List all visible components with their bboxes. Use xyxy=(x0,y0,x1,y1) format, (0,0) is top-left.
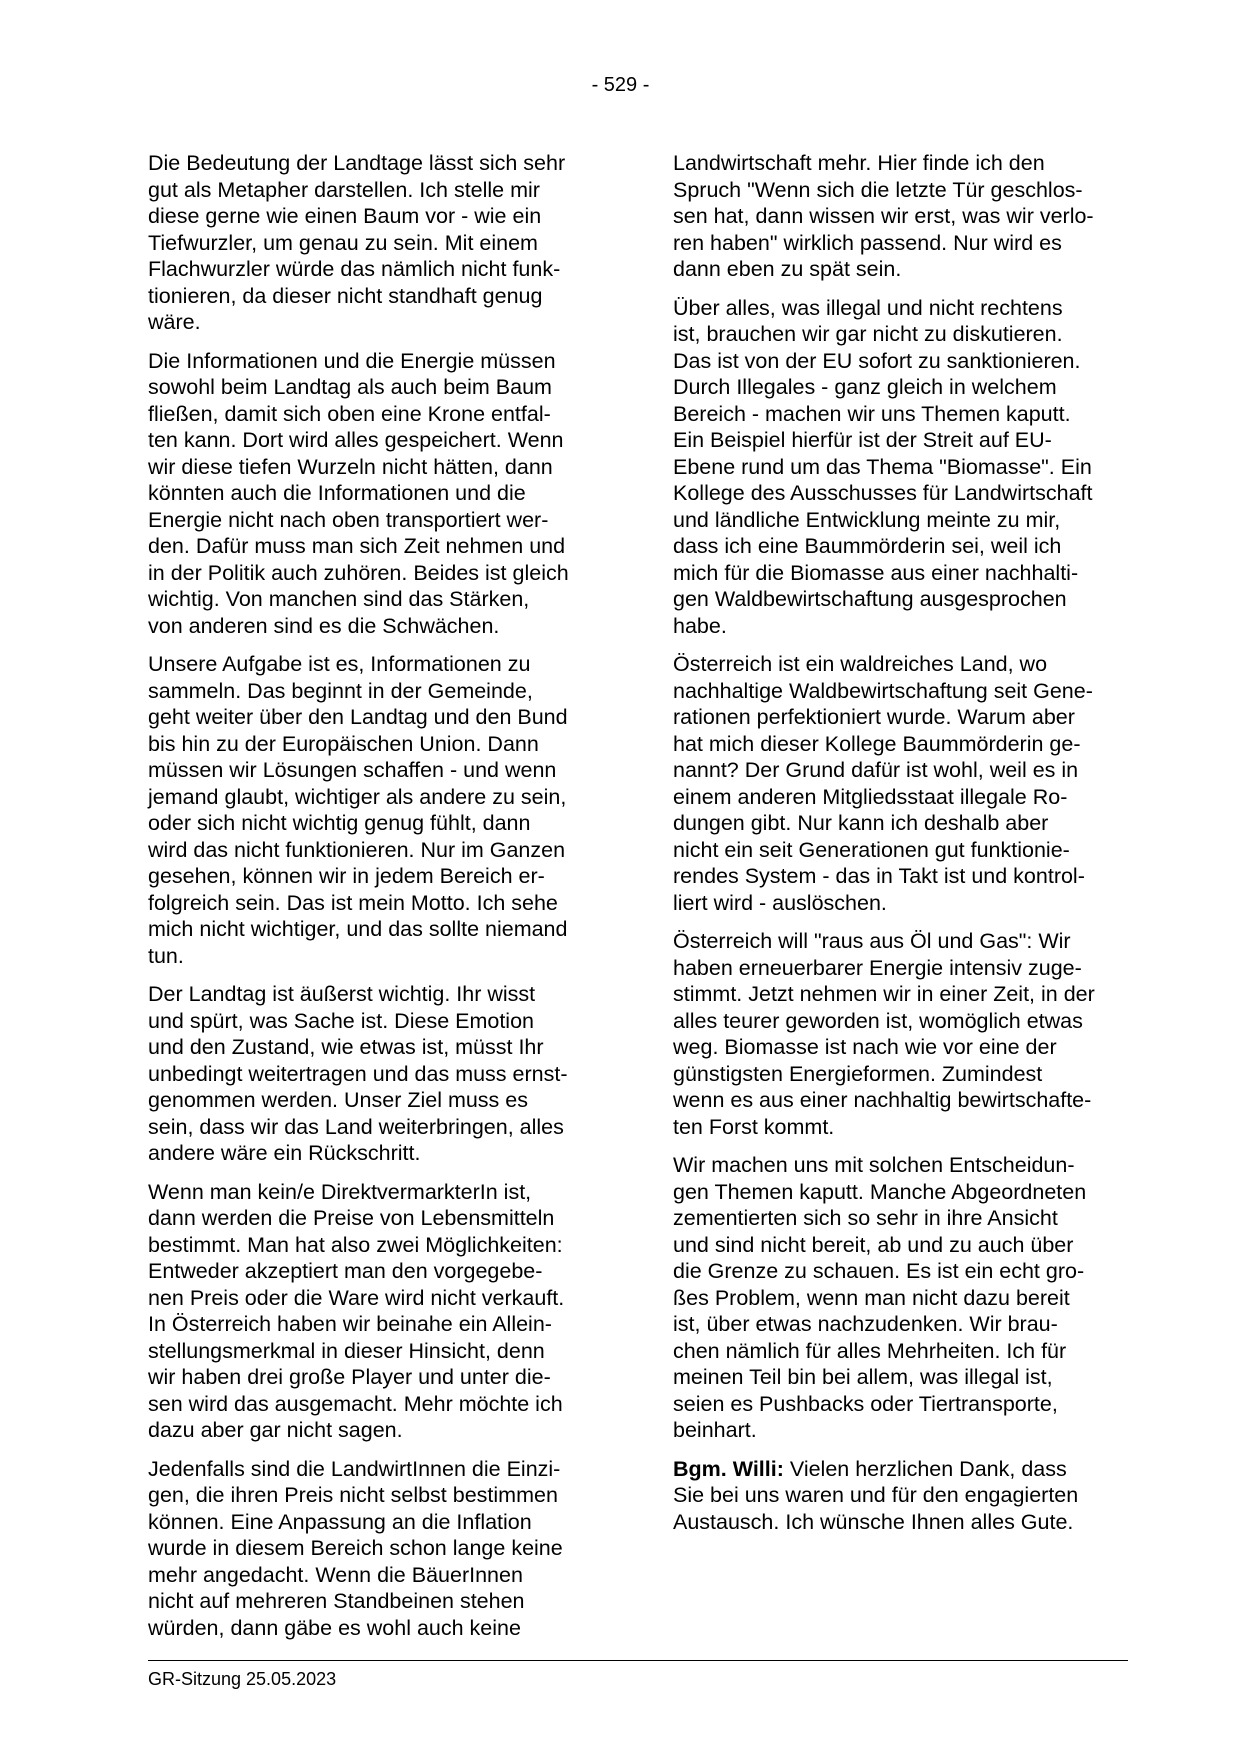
paragraph: Österreich will "raus aus Öl und Gas": Wir haben erneuerbarer Energie intensiv zuge- stimmt. Jetzt nehmen wir in einer Zeit, in der alles teurer geworden ist, womöglich etwas weg. Biomasse ist nach wie vor eine der günstigsten Energieformen. Zumindest wenn es aus einer nachhaltig bewirtschafte- ten Forst kommt. xyxy=(673,929,1095,1139)
paragraph: Über alles, was illegal und nicht rechtens ist, brauchen wir gar nicht zu diskutieren. Das ist von der EU sofort zu sanktionieren. Durch Illegales - ganz gleich in welchem Bereich - machen wir uns Themen kaputt. Ein Beispiel hierfür ist der Streit auf EU- Ebene rund um das Thema "Biomasse". Ein Kollege des Ausschusses für Landwirtschaft und ländliche Entwicklung meinte zu mir, dass ich eine Baummörderin sei, weil ich mich für die Biomasse aus einer nachhalti- gen Waldbewirtschaftung ausgesprochen habe. xyxy=(673,295,1093,638)
paragraph: Die Informationen und die Energie müssen sowohl beim Landtag als auch beim Baum fließen, damit sich oben eine Krone entfal- ten kann. Dort wird alles gespeichert. Wenn wir diese tiefen Wurzeln nicht hätten, dann könnten auch die Informationen und die Energie nicht nach oben transportiert wer- den. Dafür muss man sich Zeit nehmen und in der Politik auch zuhören. Beides ist gleich wichtig. Von manchen sind das Stärken, von anderen sind es die Schwächen. xyxy=(148,348,569,638)
closing-paragraph xyxy=(673,1456,1133,1536)
paragraph: Unsere Aufgabe ist es, Informationen zu sammeln. Das beginnt in der Gemeinde, geht weiter über den Landtag und den Bund bis hin zu der Europäischen Union. Dann müssen wir Lösungen schaffen - und wenn jemand glaubt, wichtiger als andere zu sein, oder sich nicht wichtig genug fühlt, dann wird das nicht funktionieren. Nur im Ganzen gesehen, können wir in jedem Bereich er- folgreich sein. Das ist mein Motto. Ich sehe mich nicht wichtiger, und das sollte niemand tun. xyxy=(148,652,568,968)
paragraph: Die Bedeutung der Landtage lässt sich sehr gut als Metapher darstellen. Ich stelle mir diese gerne wie einen Baum vor - wie ein Tiefwurzler, um genau zu sein. Mit einem Flachwurzler würde das nämlich nicht funk- tionieren, da dieser nicht standhaft genug wäre. xyxy=(148,151,566,334)
paragraph: Österreich ist ein waldreiches Land, wo nachhaltige Waldbewirtschaftung seit Gene- rationen perfektioniert wurde. Warum aber hat mich dieser Kollege Baummörderin ge- nannt? Der Grund dafür ist wohl, weil es in einem anderen Mitgliedsstaat illegale Ro- dungen gibt. Nur kann ich deshalb aber nicht ein seit Generationen gut funktionie- rendes System - das in Takt ist und kontrol- liert wird - auslöschen. xyxy=(673,652,1093,915)
page-number: - 529 - xyxy=(591,74,650,96)
footer-session-date: GR-Sitzung 25.05.2023 xyxy=(148,1669,337,1689)
closing-text: Vielen herzlichen Dank, dass Sie bei uns waren und für den engagierten Austausch. Ich wünsche Ihnen alles Gute. xyxy=(673,1456,1079,1534)
paragraph: Jedenfalls sind die LandwirtInnen die Einzi- gen, die ihren Preis nicht selbst bestimmen können. Eine Anpassung an die Inflation wurde in diesem Bereich schon lange keine mehr angedacht. Wenn die BäuerInnen nicht auf mehreren Standbeinen stehen würden, dann gäbe es wohl auch keine xyxy=(148,1456,563,1640)
footer-divider xyxy=(148,1660,1128,1661)
speaker-name: Bgm. Willi: xyxy=(673,1456,784,1481)
paragraph: Wenn man kein/e DirektvermarkterIn ist, dann werden die Preise von Lebensmitteln bestimmt. Man hat also zwei Möglichkeiten: Entweder akzeptiert man den vorgegebe- nen Preis oder die Ware wird nicht verkauft. In Österreich haben wir beinahe ein Allein- stellungsmerkmal in dieser Hinsicht, denn wir haben drei große Player und unter die- sen wird das ausgemacht. Mehr möchte ich dazu aber gar nicht sagen. xyxy=(148,1179,565,1442)
right-column xyxy=(673,150,1133,1547)
paragraph: Wir machen uns mit solchen Entscheidun- gen Themen kaputt. Manche Abgeordneten zementierten sich so sehr in ihre Ansicht und sind nicht bereit, ab und zu auch über die Grenze zu schauen. Es ist ein echt gro- ßes Problem, wenn man nicht dazu bereit ist, über etwas nachzudenken. Wir brau- chen nämlich für alles Mehrheiten. Ich für meinen Teil bin bei allem, was illegal ist, seien es Pushbacks oder Tiertransporte, beinhart. xyxy=(673,1153,1087,1442)
paragraph: Landwirtschaft mehr. Hier finde ich den Spruch "Wenn sich die letzte Tür geschlos- sen hat, dann wissen wir erst, was wir verlo- ren haben" wirklich passend. Nur wird es dann eben zu spät sein. xyxy=(673,151,1094,281)
paragraph: Der Landtag ist äußerst wichtig. Ihr wisst und spürt, was Sache ist. Diese Emotion und den Zustand, wie etwas ist, müsst Ihr unbedingt weitertragen und das muss ernst- genommen werden. Unser Ziel muss es sein, dass wir das Land weiterbringen, alles andere wäre ein Rückschritt. xyxy=(148,982,568,1165)
left-column xyxy=(148,150,608,1653)
